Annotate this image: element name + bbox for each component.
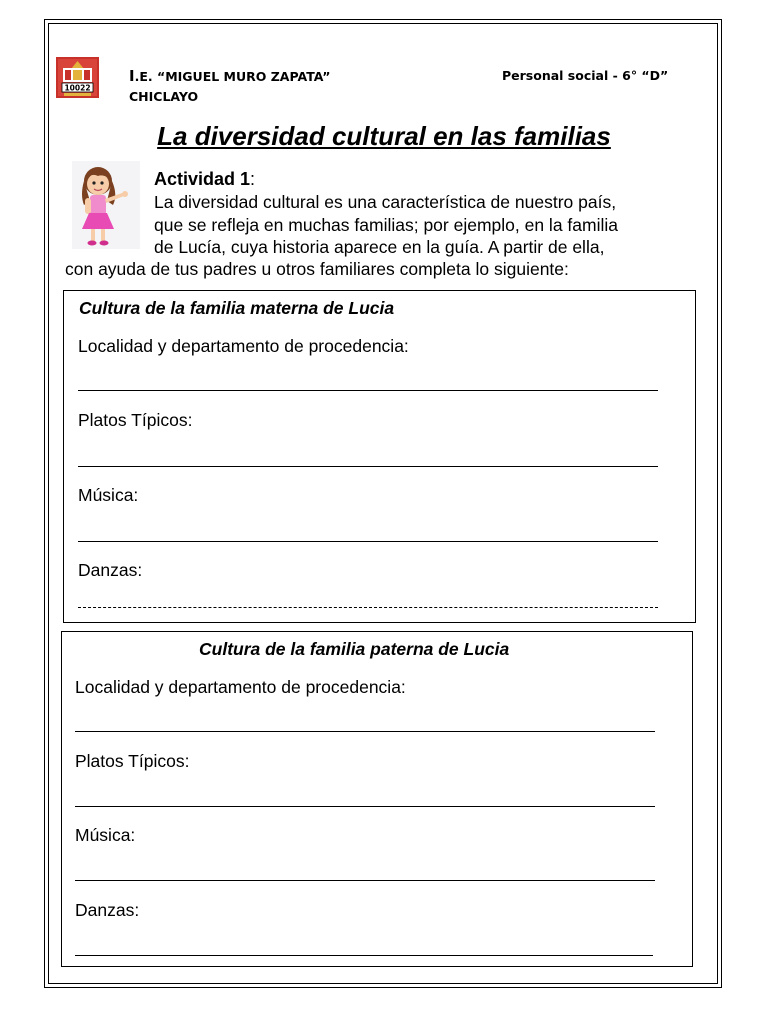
activity-colon: : [250, 169, 256, 189]
subject-grade: Personal social - 6° “D” [502, 68, 669, 83]
activity-heading [154, 169, 255, 190]
page-title: La diversidad cultural en las familias [157, 121, 611, 151]
school-name [129, 67, 331, 85]
activity-text-line: de Lucía, cuya historia aparece en la guía. A partir de ella, [154, 237, 605, 257]
activity-text-line: con ayuda de tus padres u otros familiares completa lo siguiente: [65, 259, 569, 279]
materna-dishes-answer-line[interactable] [78, 466, 658, 467]
paterna-dances-answer-line[interactable] [75, 955, 653, 956]
paterna-origin-label: Localidad y departamento de procedencia: [75, 677, 406, 697]
school-initial: I [129, 67, 135, 85]
materna-origin-answer-line[interactable] [78, 390, 658, 391]
paterna-music-answer-line[interactable] [75, 880, 655, 881]
school-logo [56, 57, 99, 98]
materna-music-label: Música: [78, 485, 139, 505]
materna-dances-label: Danzas: [78, 560, 143, 580]
paterna-music-label: Música: [75, 825, 136, 845]
activity-text-line: que se refleja en muchas familias; por ejemplo, en la familia [154, 215, 618, 235]
materna-dances-answer-line[interactable] [78, 607, 658, 608]
school-city: CHICLAYO [129, 89, 199, 104]
school-name-text: .E. “MIGUEL MURO ZAPATA” [134, 69, 331, 84]
materna-dishes-label: Platos Típicos: [78, 410, 193, 430]
paterna-origin-answer-line[interactable] [75, 731, 655, 732]
girl-illustration [72, 161, 140, 249]
activity-label: Actividad 1 [154, 169, 251, 189]
materna-music-answer-line[interactable] [78, 541, 658, 542]
paterna-dishes-answer-line[interactable] [75, 806, 655, 807]
paterna-dishes-label: Platos Típicos: [75, 751, 190, 771]
logo-number: 10022 [64, 83, 91, 93]
activity-text-line: La diversidad cultural es una característica de nuestro país, [154, 192, 617, 212]
paterna-title: Cultura de la familia paterna de Lucia [199, 639, 510, 659]
materna-origin-label: Localidad y departamento de procedencia: [78, 336, 409, 356]
paterna-dances-label: Danzas: [75, 900, 140, 920]
materna-title: Cultura de la familia materna de Lucia [79, 298, 395, 318]
